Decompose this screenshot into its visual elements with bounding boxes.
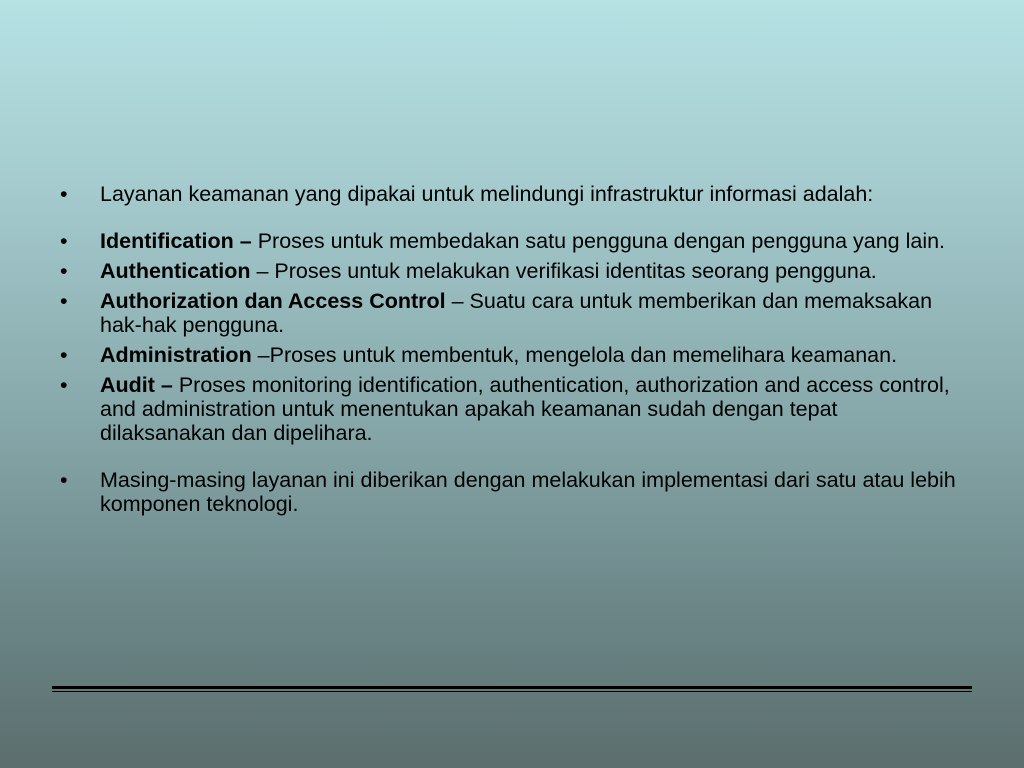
bullet-item-administration: [56, 343, 956, 367]
bullet-item-authentication: [56, 259, 956, 283]
bullet-item-identification: [56, 229, 956, 253]
bullet-icon: •: [60, 343, 68, 367]
bullet-text: Proses untuk membedakan satu pengguna dengan pengguna yang lain.: [257, 229, 946, 253]
bullet-text: Proses untuk melakukan verifikasi identitas seorang pengguna.: [274, 259, 877, 283]
bullet-list: [56, 182, 956, 522]
bullet-text: Masing-masing layanan ini diberikan dengan melakukan implementasi dari satu atau lebih komponen teknologi.: [100, 468, 956, 516]
bullet-term: Audit –: [100, 373, 173, 397]
bullet-term: Authentication: [100, 259, 251, 283]
bullet-separator: –: [250, 259, 275, 283]
bullet-term: Administration: [100, 343, 252, 367]
bullet-item-conclusion: [56, 468, 956, 516]
footer-divider-thin-line: [52, 691, 972, 692]
bullet-icon: •: [60, 468, 68, 492]
bullet-icon: •: [60, 289, 68, 313]
bullet-separator: –: [445, 289, 470, 313]
bullet-icon: •: [60, 373, 68, 397]
bullet-icon: •: [60, 182, 68, 206]
bullet-icon: •: [60, 259, 68, 283]
bullet-item-audit: [56, 373, 956, 445]
bullet-item-intro: [56, 182, 956, 206]
bullet-separator: –: [251, 343, 270, 367]
bullet-text: Proses untuk membentuk, mengelola dan memelihara keamanan.: [269, 343, 898, 367]
bullet-icon: •: [60, 229, 68, 253]
bullet-text: Proses monitoring identification, authentication, authorization and access control, and administration untuk menentukan apakah keamanan sudah dengan tepat dilaksanakan dan dipelihara.: [100, 373, 950, 445]
footer-divider: [52, 686, 972, 693]
bullet-term: Identification –: [100, 229, 252, 253]
bullet-text: Layanan keamanan yang dipakai untuk melindungi infrastruktur informasi adalah:: [100, 182, 874, 206]
bullet-item-authorization: [56, 289, 956, 337]
bullet-term: Authorization dan Access Control: [100, 289, 446, 313]
bullet-text: Suatu cara untuk memberikan dan memaksakan hak-hak pengguna.: [100, 289, 933, 337]
footer-divider-thick-line: [52, 686, 972, 689]
